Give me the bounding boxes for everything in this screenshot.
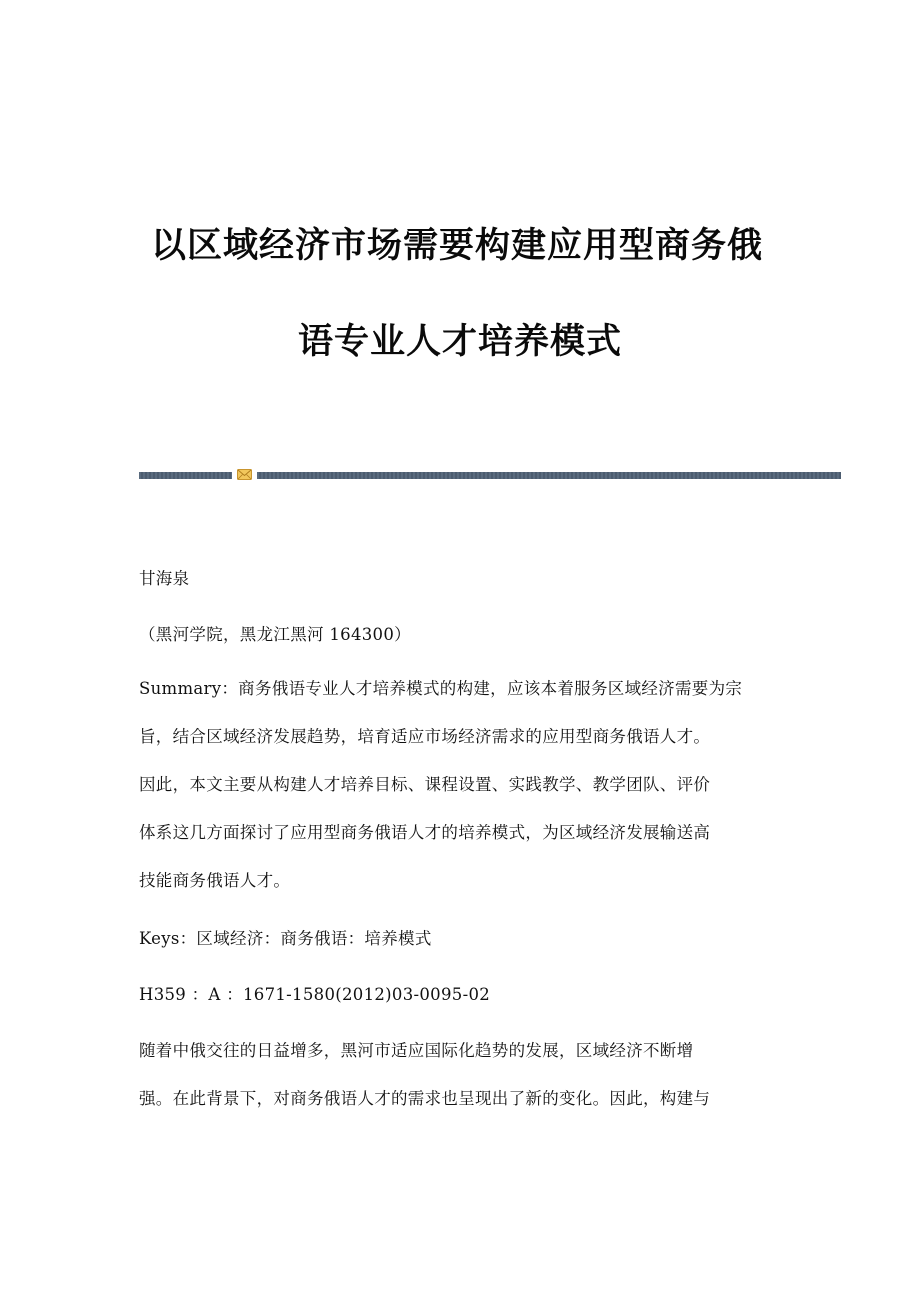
keywords: Keys：区域经济：商务俄语：培养模式: [139, 929, 432, 948]
summary-line: 旨，结合区域经济发展趋势，培育适应市场经济需求的应用型商务俄语人才。: [139, 727, 711, 746]
divider-bar-right: [257, 472, 841, 479]
document-title-line-1: 以区域经济市场需要构建应用型商务俄: [150, 226, 763, 266]
title-divider: [139, 469, 841, 481]
classification-code: H359 ：A ：1671-1580(2012)03-0095-02: [139, 985, 491, 1004]
body-paragraph: [139, 1027, 779, 1123]
author-affiliation: （黑河学院，黑龙江黑河 164300）: [139, 625, 411, 644]
envelope-icon: [237, 469, 252, 480]
summary-line: 体系这几方面探讨了应用型商务俄语人才的培养模式，为区域经济发展输送高: [139, 823, 711, 842]
summary-line: Summary：商务俄语专业人才培养模式的构建，应该本着服务区域经济需要为宗: [139, 679, 743, 698]
author-name: 甘海泉: [139, 569, 190, 588]
body-line: 强。在此背景下，对商务俄语人才的需求也呈现出了新的变化。因此，构建与: [139, 1089, 711, 1108]
summary-line: 技能商务俄语人才。: [139, 871, 291, 890]
body-line: 随着中俄交往的日益增多，黑河市适应国际化趋势的发展，区域经济不断增: [139, 1041, 694, 1060]
summary-paragraph: [139, 665, 779, 905]
divider-bar-left: [139, 472, 232, 479]
summary-line: 因此，本文主要从构建人才培养目标、课程设置、实践教学、教学团队、评价: [139, 775, 711, 794]
document-title-line-2: 语专业人才培养模式: [297, 322, 622, 362]
